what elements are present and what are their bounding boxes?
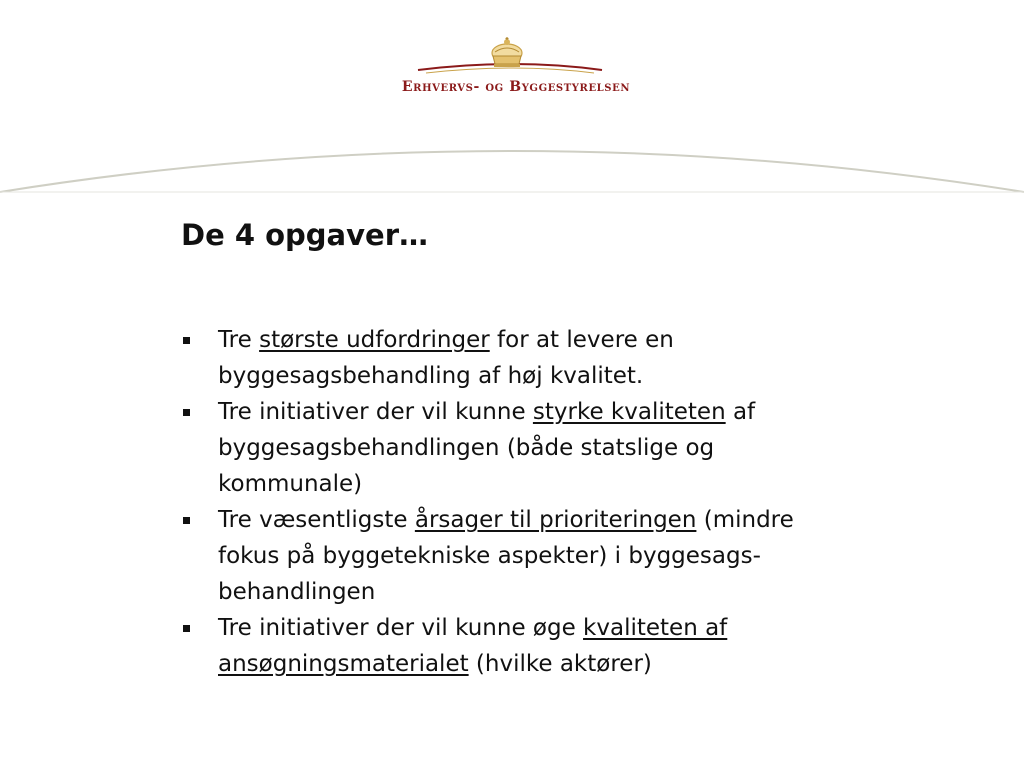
bullet-emphasis: styrke kvaliteten <box>532 399 726 425</box>
bullet-emphasis: kvaliteten af ansøgningsmaterialet <box>218 615 728 677</box>
bullet-text: (hvilke aktører) <box>468 651 652 677</box>
bullet-text: Tre <box>218 327 260 353</box>
bullet-text: Tre initiativer der vil kunne <box>218 399 533 425</box>
list-item <box>181 322 861 394</box>
bullet-text: Tre væsentligste <box>218 507 415 533</box>
bullet-text: (mindre fokus på byggetekniske aspekter) i byggesags-behandlingen <box>218 507 794 605</box>
bullet-marker-icon <box>183 337 190 344</box>
slide-title: De 4 opgaver… <box>181 218 428 252</box>
logo-text: Erhvervs- og Byggestyrelsen <box>401 79 631 95</box>
list-item <box>181 394 861 502</box>
header-arc <box>0 130 1024 200</box>
bullet-text: for at levere en byggesagsbehandling af høj kvalitet. <box>218 327 674 389</box>
bullet-list <box>181 322 861 682</box>
list-item <box>181 502 861 610</box>
bullet-marker-icon <box>183 625 190 632</box>
bullet-text: Tre initiativer der vil kunne øge <box>218 615 584 641</box>
bullet-emphasis: største udfordringer <box>259 327 490 353</box>
bullet-marker-icon <box>183 409 190 416</box>
crown-icon <box>487 36 527 70</box>
bullet-text: af byggesagsbehandlingen (både statslige og kommunale) <box>218 399 756 497</box>
list-item <box>181 610 861 682</box>
bullet-emphasis: årsager til prioriteringen <box>414 507 697 533</box>
bullet-marker-icon <box>183 517 190 524</box>
